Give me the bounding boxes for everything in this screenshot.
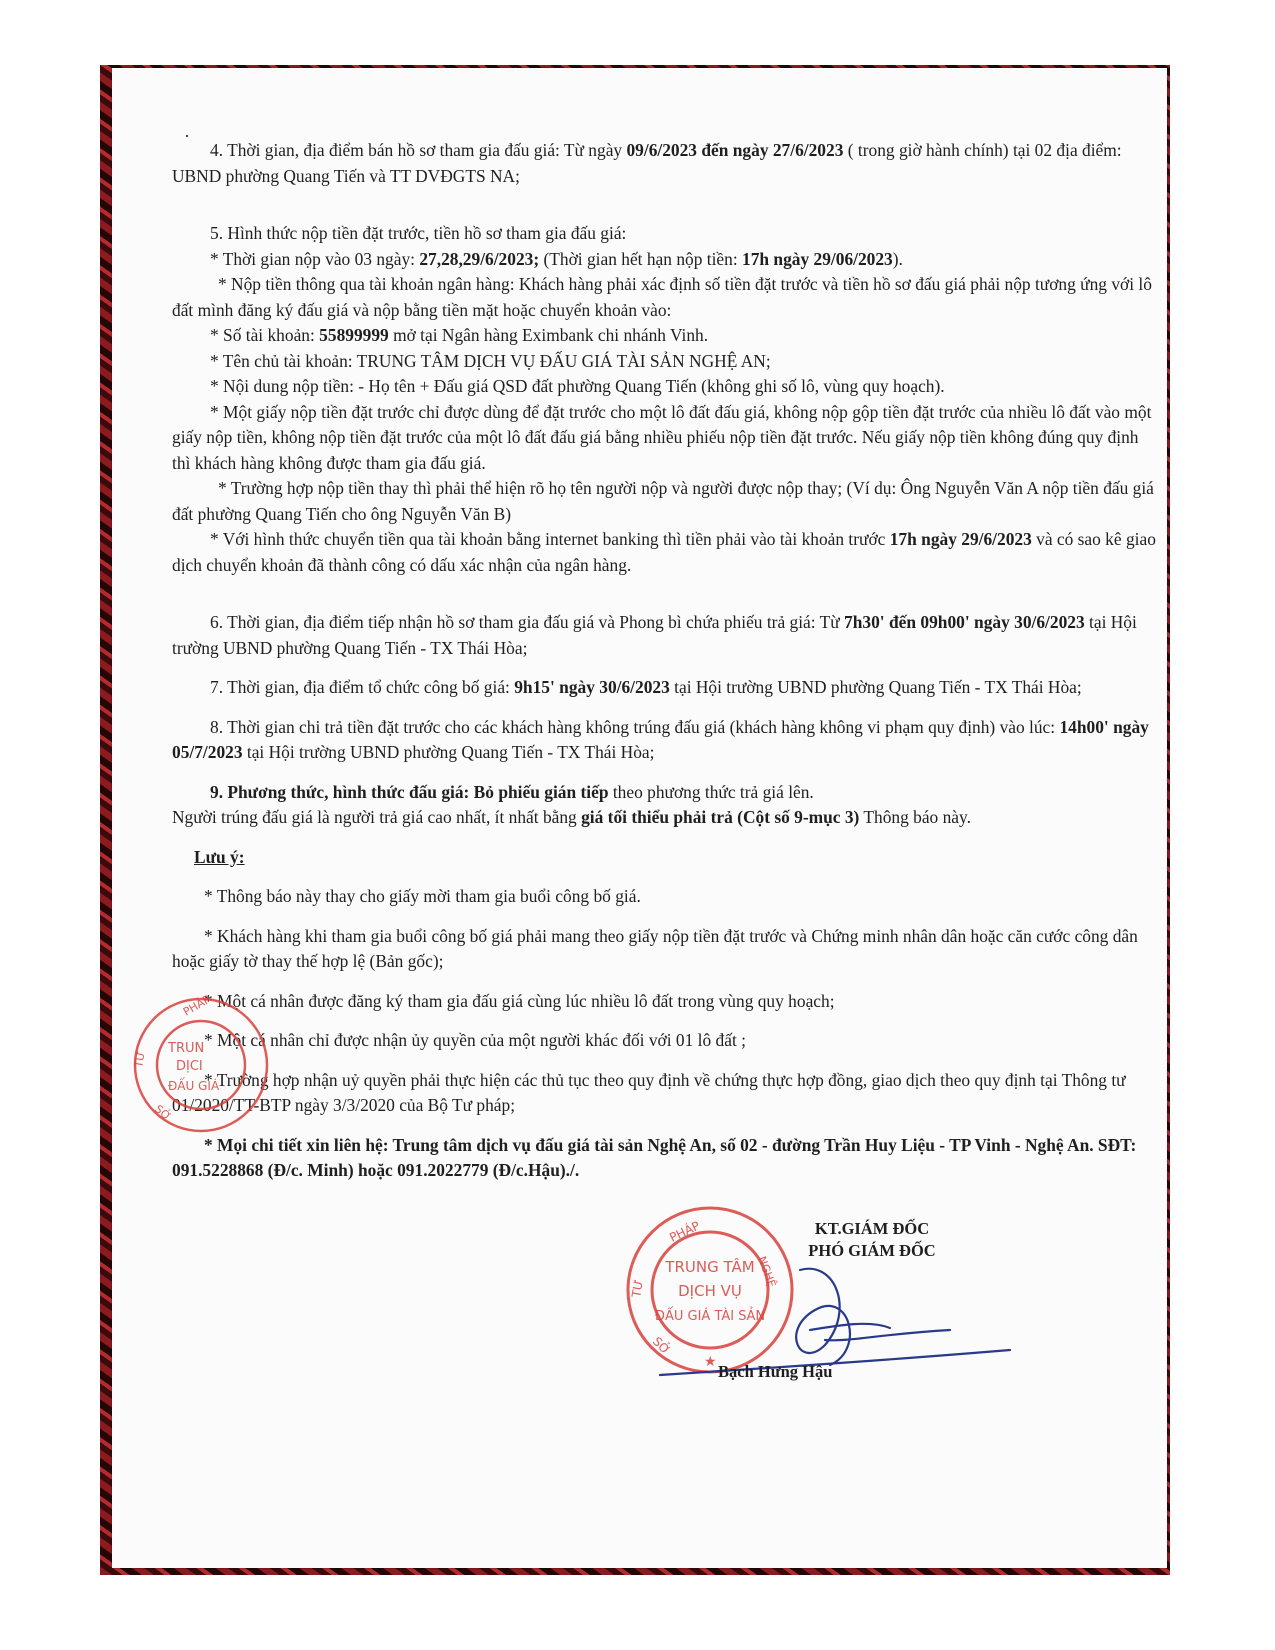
stamp-big-inner-1: TRUNG TÂM <box>665 1258 755 1276</box>
signer-name: Bạch Hưng Hậu <box>718 1362 833 1381</box>
signature-title-1: KT.GIÁM ĐỐC <box>814 1219 930 1238</box>
note-item-2: * Khách hàng khi tham gia buổi công bố giá phải mang theo giấy nộp tiền đặt trước và Chứng minh nhân dân hoặc căn cước công dân hoặc giấy tờ thay thế hợp lệ (Bản gốc); <box>172 925 1138 971</box>
notes-title-text: Lưu ý: <box>194 846 245 867</box>
signature-title-2: PHÓ GIÁM ĐỐC <box>808 1241 936 1260</box>
section-9 <box>172 780 1157 806</box>
section-7-time: 9h15' ngày 30/6/2023 <box>514 677 670 697</box>
time-label: * Thời gian nộp vào 03 ngày: <box>210 248 420 269</box>
winner-text: Người trúng đấu giá là người trả giá cao nhất, ít nhất bằng <box>172 807 582 827</box>
section-7 <box>172 675 1157 701</box>
section-5-time <box>172 247 1157 273</box>
partial-seal-stamp <box>126 990 276 1140</box>
account-bank: mở tại Ngân hàng Eximbank chi nhánh Vinh. <box>388 325 709 345</box>
contact-info: * Mọi chi tiết xin liên hệ: Trung tâm dịch vụ đấu giá tài sản Nghệ An, số 02 - đường Trần Huy Liệu - TP Vinh - Nghệ An. SĐT: 091.5228868 (Đ/c. Minh) hoặc 091.2022779 (Đ/c.Hậu)./. <box>172 1134 1137 1180</box>
notes-title <box>172 845 1157 871</box>
section-5-title: 5. Hình thức nộp tiền đặt trước, tiền hồ sơ tham gia đấu giá: <box>210 223 627 243</box>
stamp-small-top-text: PHÁP <box>181 992 213 1019</box>
section-5-internet-banking <box>172 527 1157 578</box>
section-8-text-end: tại Hội trường UBND phường Quang Tiến - TX Thái Hòa; <box>242 742 655 762</box>
stamp-big-inner-2: DỊCH VỤ <box>678 1282 742 1300</box>
section-6-time: 7h30' đến 09h00' ngày 30/6/2023 <box>844 612 1085 632</box>
stamp-big-inner-3: ĐẤU GIÁ TÀI SẢN <box>654 1309 766 1324</box>
account-number: 55899999 <box>319 325 389 345</box>
ib-text: * Với hình thức chuyển tiền qua tài khoản bằng internet banking thì tiền phải vào tài khoản trước <box>210 529 890 549</box>
time-deadline: 17h ngày 29/06/2023 <box>742 248 893 269</box>
section-4-dates: 09/6/2023 đến ngày 27/6/2023 <box>626 140 844 160</box>
winner-text-end: Thông báo này. <box>859 807 971 827</box>
section-8-time: 14h00' ngày 05/7/2023 <box>172 716 1149 762</box>
section-6-text-end: tại Hội trường UBND phường Quang Tiến - TX Thái Hòa; <box>172 612 1137 658</box>
note-item-3: * Một cá nhân được đăng ký tham gia đấu giá cùng lúc nhiều lô đất trong vùng quy hoạch; <box>204 990 835 1011</box>
stamp-star-icon: ★ <box>704 1354 717 1370</box>
ib-text-end: và có sao kê giao dịch chuyển khoản đã thành công có dấu xác nhận của ngân hàng. <box>172 529 1156 575</box>
winner-min-price: giá tối thiểu phải trả (Cột số 9-mục 3) <box>581 807 860 827</box>
note-item-5: * Trường hợp nhận uỷ quyền phải thực hiện các thủ tục theo quy định về chứng thực hợp đồng, giao dịch theo quy định tại Thông tư 01/2020/TT-BTP ngày 3/3/2020 của Bộ Tư pháp; <box>172 1069 1126 1115</box>
dot-mark: · <box>184 126 190 146</box>
stamp-big-side-text: TƯ <box>629 1278 647 1299</box>
section-7-text: 7. Thời gian, địa điểm tổ chức công bố giá: <box>210 677 515 697</box>
section-5-bank-intro: * Nộp tiền thông qua tài khoản ngân hàng: Khách hàng phải xác định số tiền đặt trước và tiền hồ sơ đấu giá phải nộp tương ứng với lô đất mình đăng ký đấu giá và nộp bằng tiền mặt hoặc chuyển khoản vào: <box>172 274 1152 320</box>
ib-deadline: 17h ngày 29/6/2023 <box>889 529 1032 549</box>
section-5-one-slip: * Một giấy nộp tiền đặt trước chỉ được dùng để đặt trước cho một lô đất đấu giá, không nộp gộp tiền đặt trước của nhiều lô đất vào một giấy nộp tiền, không nộp tiền đặt trước của một lô đất đấu giá bằng nhiều phiếu nộp tiền đặt trước. Nếu giấy nộp tiền không đúng quy định thì khách hàng không được tham gia đấu giá. <box>172 401 1152 473</box>
stamp-small-inner-3: ĐẤU GIÁ <box>168 1079 220 1093</box>
section-5-account <box>172 323 1157 349</box>
stamp-big-right-text: NGHỆ <box>755 1254 779 1290</box>
time-mid: (Thời gian hết hạn nộp tiền: <box>539 248 743 269</box>
document-body <box>172 138 1157 1184</box>
stamp-big-top-text: PHÁP <box>667 1218 703 1245</box>
stamp-small-inner-2: DỊCI <box>176 1059 203 1074</box>
section-8-text: 8. Thời gian chi trả tiền đặt trước cho các khách hàng không trúng đấu giá (khách hàng không vi phạm quy định) vào lúc: <box>210 716 1060 737</box>
account-label: * Số tài khoản: <box>210 325 320 345</box>
section-8 <box>172 715 1157 766</box>
section-7-text-end: tại Hội trường UBND phường Quang Tiến - TX Thái Hòa; <box>669 677 1082 697</box>
stamp-small-inner-1: TRUN <box>168 1041 205 1056</box>
section-6 <box>172 610 1157 661</box>
section-5-account-name: * Tên chủ tài khoản: TRUNG TÂM DỊCH VỤ ĐẤU GIÁ TÀI SẢN NGHỆ AN; <box>210 350 771 371</box>
section-6-text: 6. Thời gian, địa điểm tiếp nhận hồ sơ tham gia đấu giá và Phong bì chứa phiếu trả giá: Từ <box>210 612 845 632</box>
section-4 <box>172 138 1157 189</box>
section-9-winner <box>172 805 1157 831</box>
stamp-small-bottom-text: SỞ <box>152 1102 174 1124</box>
section-5-content: * Nội dung nộp tiền: - Họ tên + Đấu giá QSD đất phường Quang Tiến (không ghi số lô, vùng quy hoạch). <box>210 376 945 396</box>
time-dates: 27,28,29/6/2023; <box>419 248 540 269</box>
section-5-proxy: * Trường hợp nộp tiền thay thì phải thể hiện rõ họ tên người nộp và người được nộp thay; (Ví dụ: Ông Nguyễn Văn A nộp tiền đấu giá đất phường Quang Tiến cho ông Nguyễn Văn B) <box>172 478 1154 524</box>
section-9-text: theo phương thức trả giá lên. <box>608 781 814 802</box>
stamp-small-side-text: TƯ <box>132 1050 148 1069</box>
note-item-1: * Thông báo này thay cho giấy mời tham gia buổi công bố giá. <box>204 886 641 906</box>
time-end: ). <box>892 248 903 269</box>
section-4-text-end: ( trong giờ hành chính) tại 02 địa điểm: UBND phường Quang Tiến và TT DVĐGTS NA; <box>172 140 1122 186</box>
stamp-big-bottom-text: SỞ <box>649 1334 673 1358</box>
note-item-4: * Một cá nhân chỉ được nhận ủy quyền của một người khác đối với 01 lô đất ; <box>204 1030 746 1050</box>
section-9-method: 9. Phương thức, hình thức đấu giá: Bỏ phiếu gián tiếp <box>210 781 609 802</box>
section-4-text: 4. Thời gian, địa điểm bán hồ sơ tham gia đấu giá: Từ ngày <box>210 140 627 160</box>
